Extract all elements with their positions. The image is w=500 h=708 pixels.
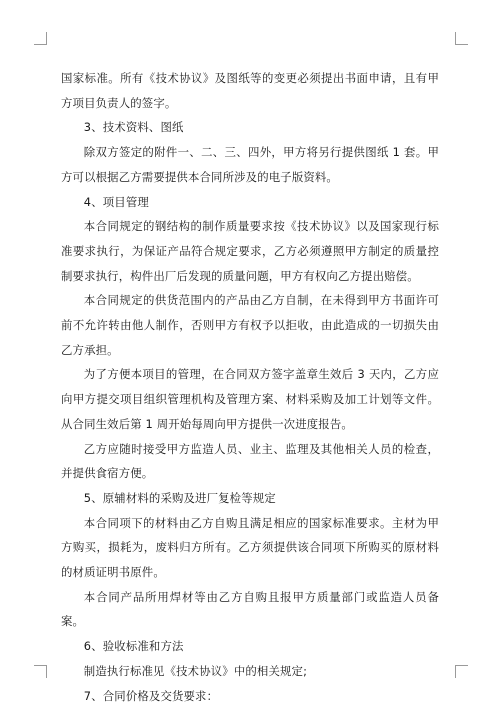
paragraph-self-manufacture: 本合同规定的供货范围内的产品由乙方自制，在未得到甲方书面许可前不允许转由他人制作，否则甲方有权予以拒收，由此造成的一切损失由乙方承担。 bbox=[61, 293, 439, 357]
section-heading-7: 7、合同价格及交货要求： bbox=[83, 688, 219, 703]
section-heading-4: 4、项目管理 bbox=[83, 194, 149, 209]
crop-mark-bottom-left bbox=[34, 665, 47, 678]
paragraph-technical-docs: 除双方签定的附件一、二、三、四外，甲方将另行提供图纸 1 套。甲方可以根据乙方需要提供本合同所涉及的电子版资料。 bbox=[61, 145, 439, 184]
section-heading-3: 3、技术资料、图纸 bbox=[83, 120, 184, 135]
paragraph-project-management: 为了方便本项目的管理，在合同双方签字盖章生效后 3 天内，乙方应向甲方提交项目组织管理机构及管理方案、材料采购及加工计划等文件。从合同生效后第 1 周开始每周向甲方提供一次进度报告。 bbox=[61, 367, 439, 431]
crop-mark-top-left bbox=[34, 32, 47, 45]
paragraph-continuation: 国家标准。所有《技术协议》及图纸等的变更必须提出书面申请，且有甲方项目负责人的签字。 bbox=[61, 71, 439, 110]
crop-mark-bottom-right bbox=[455, 665, 468, 678]
paragraph-quality-requirements: 本合同规定的钢结构的制作质量要求按《技术协议》以及国家现行标准要求执行，为保证产品符合规定要求，乙方必须遵照甲方制定的质量控制要求执行，构件出厂后发现的质量问题，甲方有权向乙方提出赔偿。 bbox=[61, 219, 439, 283]
paragraph-inspection: 乙方应随时接受甲方监造人员、业主、监理及其他相关人员的检查，并提供食宿方便。 bbox=[61, 441, 439, 481]
paragraph-welding-materials: 本合同产品所用焊材等由乙方自购且报甲方质量部门或监造人员备案。 bbox=[61, 589, 439, 629]
section-heading-6: 6、验收标准和方法 bbox=[83, 639, 184, 654]
section-heading-5: 5、原辅材料的采购及进厂复检等规定 bbox=[83, 490, 276, 505]
document-body bbox=[61, 66, 439, 708]
crop-mark-top-right bbox=[455, 32, 468, 45]
paragraph-acceptance-standard: 制造执行标准见《技术协议》中的相关规定; bbox=[83, 663, 308, 678]
paragraph-material-procurement: 本合同项下的材料由乙方自购且满足相应的国家标准要求。主材为甲方购买，损耗为，废料归方所有。乙方须提供该合同项下所购买的原材料的材质证明书原件。 bbox=[61, 515, 439, 580]
